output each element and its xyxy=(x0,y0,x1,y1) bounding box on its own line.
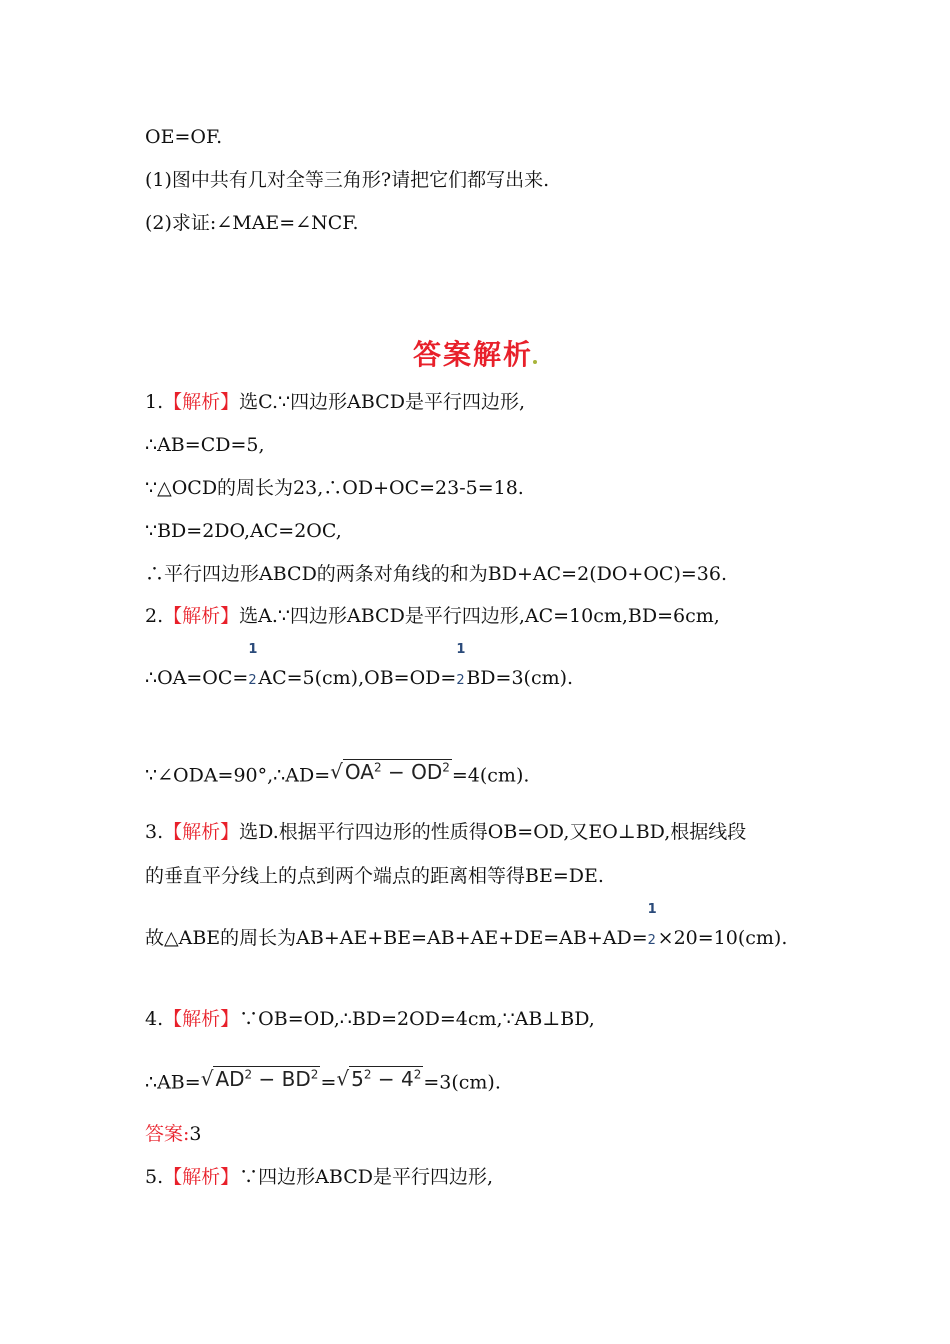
answer-value: 3 xyxy=(189,1123,202,1145)
answer-4-line-2 xyxy=(145,1065,501,1095)
question-2: (2)求证:∠MAE=∠NCF. xyxy=(145,212,359,234)
text-line: OE=OF. xyxy=(145,126,223,148)
answer-text: 选D.根据平行四边形的性质得OB=OD,又EO⊥BD,根据线段 xyxy=(239,821,747,843)
answer-3-line-1 xyxy=(145,820,746,844)
answer-number: 1. xyxy=(145,391,164,413)
answer-1-line-3: ∵△OCD的周长为23,∴OD+OC=23-5=18. xyxy=(145,477,524,499)
fraction-numerator: 1 xyxy=(248,642,258,657)
answer-4-final xyxy=(145,1122,202,1146)
analysis-tag: 【解析】 xyxy=(163,391,240,413)
fraction-denominator: 2 xyxy=(456,673,465,688)
answer-number: 2. xyxy=(145,605,164,627)
expr-part: 故△ABE的周长为AB+AE+BE=AB+AE+DE=AB+AD= xyxy=(145,927,648,949)
expr-part: =3(cm). xyxy=(423,1071,501,1094)
expr-part: =4(cm). xyxy=(451,764,530,787)
answer-number: 3. xyxy=(145,821,164,843)
answer-1-line-5: ∴平行四边形ABCD的两条对角线的和为BD+AC=2(DO+OC)=36. xyxy=(145,563,727,585)
expr-part: AC=5(cm),OB=OD= xyxy=(258,667,457,689)
answer-text: ∵四边形ABCD是平行四边形, xyxy=(239,1166,494,1188)
fraction-half xyxy=(248,642,258,693)
answer-2-line-1 xyxy=(145,604,720,628)
sqrt-expression: √ $AD^2 - BD^2$ xyxy=(200,1066,319,1091)
dot-mark xyxy=(533,360,537,364)
answer-number: 5. xyxy=(145,1166,164,1188)
answer-text: ∵OB=OD,∴BD=2OD=4cm,∵AB⊥BD, xyxy=(239,1008,595,1030)
answer-3-line-2: 的垂直平分线上的点到两个端点的距离相等得BE=DE. xyxy=(145,865,604,887)
answer-4-line-1 xyxy=(145,1007,595,1031)
analysis-tag: 【解析】 xyxy=(163,1166,240,1188)
fraction-numerator: 1 xyxy=(456,642,466,657)
expr-part: BD=3(cm). xyxy=(466,667,574,689)
answer-2-line-2 xyxy=(145,642,574,693)
answer-5-line-1 xyxy=(145,1165,493,1189)
expr-part: ×20=10(cm). xyxy=(657,927,788,949)
question-1: (1)图中共有几对全等三角形?请把它们都写出来. xyxy=(145,169,550,191)
answer-1-line-4: ∵BD=2DO,AC=2OC, xyxy=(145,520,342,542)
answer-1-line-1 xyxy=(145,390,525,414)
analysis-tag: 【解析】 xyxy=(163,1008,240,1030)
expr-part: ∴OA=OC= xyxy=(145,667,249,689)
answer-number: 4. xyxy=(145,1008,164,1030)
fraction-denominator: 2 xyxy=(248,673,257,688)
analysis-tag: 【解析】 xyxy=(163,605,240,627)
section-title: 答案解析 xyxy=(0,333,950,373)
analysis-tag: 【解析】 xyxy=(163,821,240,843)
fraction-half xyxy=(647,902,658,953)
answer-label: 答案: xyxy=(145,1123,190,1145)
fraction-numerator: 1 xyxy=(647,902,657,917)
answer-1-line-2: ∴AB=CD=5, xyxy=(145,434,265,456)
answer-text: 选C.∵四边形ABCD是平行四边形, xyxy=(239,391,525,413)
fraction-denominator: 2 xyxy=(647,933,656,948)
answer-3-line-3 xyxy=(145,902,788,953)
expr-part: ∵∠ODA=90°,∴AD= xyxy=(145,764,331,787)
answer-2-line-3 xyxy=(145,758,529,788)
equals-sign: = xyxy=(320,1071,337,1094)
fraction-half xyxy=(456,642,466,693)
expr-part: ∴AB= xyxy=(145,1071,201,1094)
sqrt-expression: √ $5^2 - 4^2$ xyxy=(336,1066,422,1091)
answer-text: 选A.∵四边形ABCD是平行四边形,AC=10cm,BD=6cm, xyxy=(239,605,720,627)
sqrt-expression: √ $OA^2 - OD^2$ xyxy=(330,759,450,784)
